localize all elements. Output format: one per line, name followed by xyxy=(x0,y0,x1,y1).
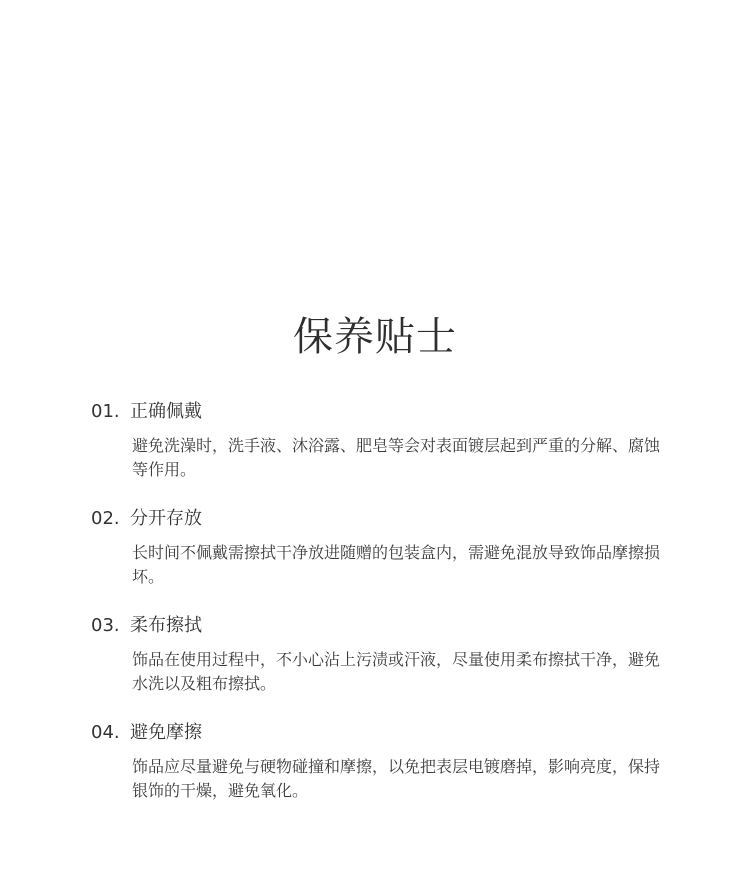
tip-item-2 xyxy=(91,506,691,589)
tip-body: 避免洗澡时，洗手液、沐浴露、肥皂等会对表面镀层起到严重的分解、腐蚀等作用。 xyxy=(132,436,661,479)
page-title: 保养贴士 xyxy=(293,313,457,360)
tip-header xyxy=(91,613,691,639)
tip-number: 01. xyxy=(91,401,120,422)
tip-heading: 避免摩擦 xyxy=(130,722,202,743)
tip-item-3 xyxy=(91,613,691,696)
tip-header xyxy=(91,720,691,746)
tip-heading: 分开存放 xyxy=(130,508,202,529)
tip-number: 04. xyxy=(91,722,120,743)
tip-heading: 柔布擦拭 xyxy=(130,615,202,636)
tip-number: 02. xyxy=(91,508,120,529)
tip-body: 饰品在使用过程中，不小心沾上污渍或汗液，尽量使用柔布擦拭干净，避免水洗以及粗布擦拭。 xyxy=(132,650,661,693)
tip-item-4 xyxy=(91,720,691,803)
tip-body: 长时间不佩戴需擦拭干净放进随赠的包装盒内，需避免混放导致饰品摩擦损坏。 xyxy=(132,543,661,586)
tip-header xyxy=(91,399,691,425)
tip-header xyxy=(91,506,691,532)
tip-number: 03. xyxy=(91,615,120,636)
tip-heading: 正确佩戴 xyxy=(130,401,202,422)
tip-item-1 xyxy=(91,399,691,482)
tip-body: 饰品应尽量避免与硬物碰撞和摩擦，以免把表层电镀磨掉，影响亮度，保持银饰的干燥，避免氧化。 xyxy=(132,757,661,800)
care-tips-list xyxy=(91,399,691,827)
